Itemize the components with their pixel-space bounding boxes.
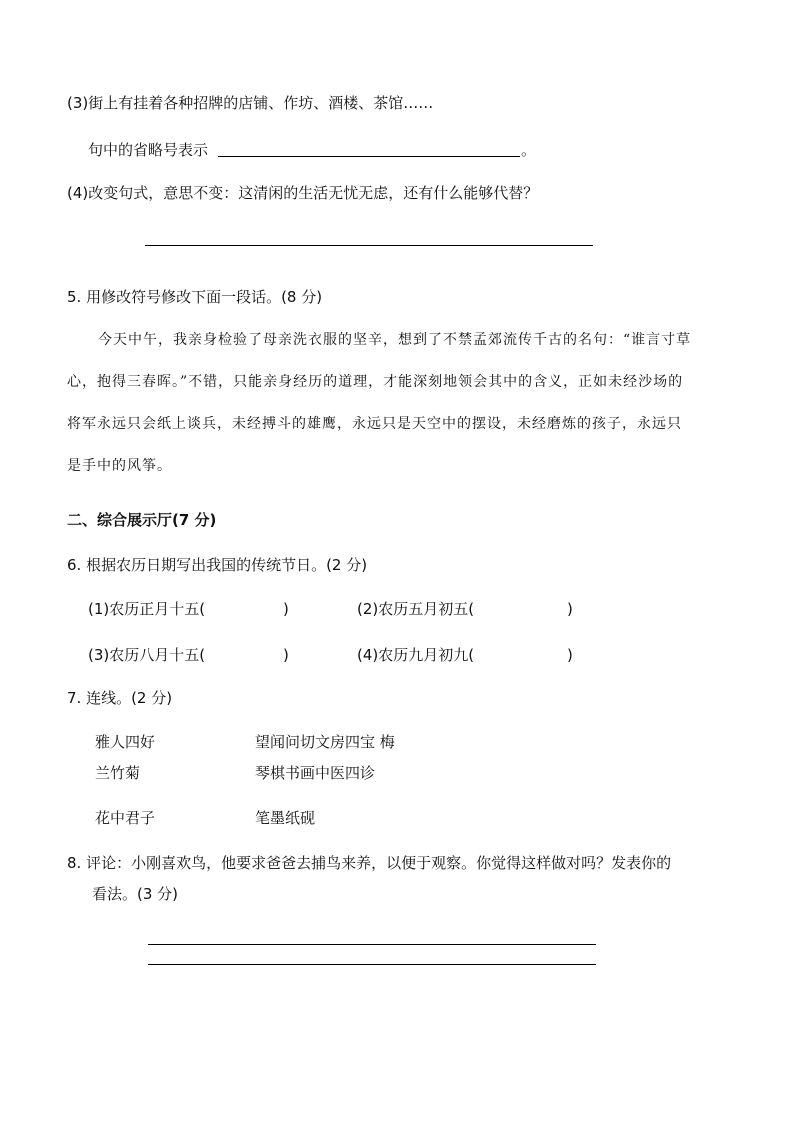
q4-3-end: 。 bbox=[521, 141, 537, 159]
q5-title: 5. 用修改符号修改下面一段话。(8 分) bbox=[67, 288, 323, 306]
q8-answer-line[interactable] bbox=[148, 964, 596, 965]
q4-4-answer-line[interactable] bbox=[145, 245, 593, 246]
q4-3-prompt: 句中的省略号表示 bbox=[88, 141, 209, 159]
q8-answer-line[interactable] bbox=[148, 944, 596, 945]
q7-title: 7. 连线。(2 分) bbox=[67, 689, 173, 707]
q4-4-text: (4)改变句式，意思不变：这清闲的生活无忧无虑，还有什么能够代替？ bbox=[67, 184, 539, 202]
q6-title: 6. 根据农历日期写出我国的传统节日。(2 分) bbox=[67, 556, 368, 574]
q6-item-label: (2)农历五月初五( bbox=[357, 600, 475, 618]
q8-text-continued: 看法。(3 分) bbox=[92, 885, 179, 903]
q4-3-text: (3)街上有挂着各种招牌的店铺、作坊、酒楼、茶馆…… bbox=[67, 94, 434, 112]
section-2-title: 二、综合展示厅(7 分) bbox=[67, 511, 217, 529]
q5-paragraph-line: 是手中的风筝。 bbox=[67, 458, 172, 474]
q7-right-item: 琴棋书画中医四诊 bbox=[255, 764, 376, 782]
q7-left-item: 兰竹菊 bbox=[95, 764, 141, 782]
q6-item-close: ) bbox=[283, 600, 289, 618]
q5-paragraph-line: 今天中午，我亲身检验了母亲洗衣服的坚辛，想到了不禁孟郊流传千古的名句：“谁言寸草 bbox=[98, 332, 692, 348]
q4-3-answer-line[interactable] bbox=[218, 156, 520, 157]
q7-right-item: 笔墨纸砚 bbox=[255, 809, 316, 827]
q6-item-label: (1)农历正月十五( bbox=[88, 600, 206, 618]
q7-right-item: 望闻问切文房四宝 梅 bbox=[255, 733, 395, 751]
q6-item-close: ) bbox=[567, 600, 573, 618]
q8-text: 8. 评论：小刚喜欢鸟，他要求爸爸去捕鸟来养，以便于观察。你觉得这样做对吗？发表你的 bbox=[67, 854, 672, 872]
q7-left-item: 花中君子 bbox=[95, 809, 156, 827]
q6-item-close: ) bbox=[567, 646, 573, 664]
q5-paragraph-line: 心，抱得三春晖。”不错，只能亲身经历的道理，才能深刻地领会其中的含义，正如未经沙场的 bbox=[67, 374, 684, 390]
q5-paragraph-line: 将军永远只会纸上谈兵，未经搏斗的雄鹰，永远只是天空中的摆设，未经磨炼的孩子，永远只 bbox=[67, 416, 682, 432]
q6-item-label: (3)农历八月十五( bbox=[88, 646, 206, 664]
q6-item-label: (4)农历九月初九( bbox=[357, 646, 475, 664]
q6-item-close: ) bbox=[283, 646, 289, 664]
q7-left-item: 雅人四好 bbox=[95, 733, 156, 751]
